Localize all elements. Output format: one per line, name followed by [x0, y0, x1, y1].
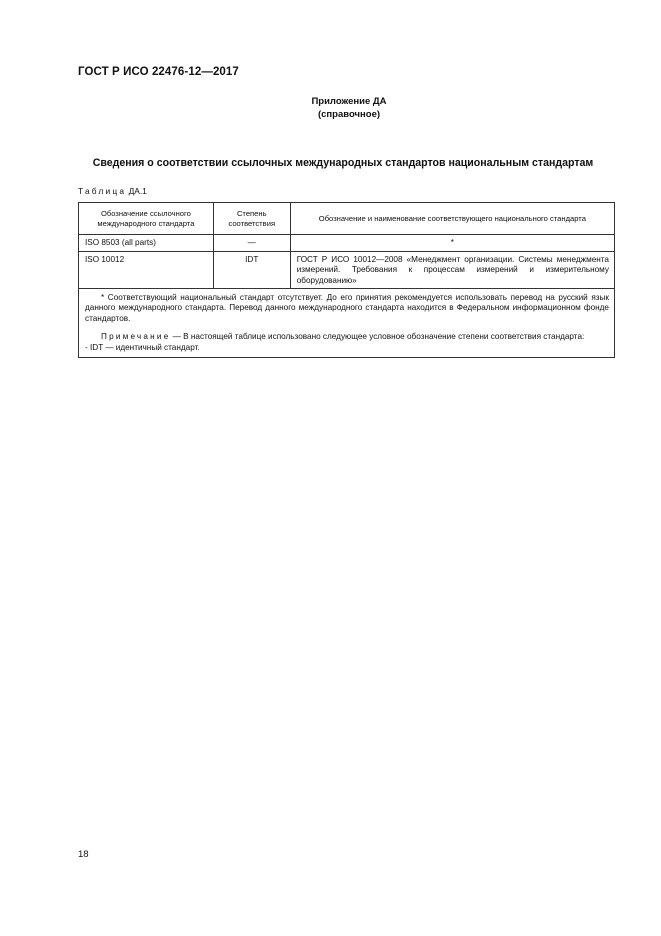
document-header: ГОСТ Р ИСО 22476-12—2017 — [78, 66, 239, 78]
header-cell — [79, 203, 214, 235]
header-cell — [213, 203, 290, 235]
table-footer-row — [79, 289, 615, 358]
correspondence-table — [78, 202, 615, 358]
table-header-row — [79, 203, 615, 235]
note-prefix: Примечание — [101, 332, 171, 342]
table-caption-prefix: Таблица — [78, 186, 127, 196]
degree-cell: — — [213, 235, 290, 252]
table-footer — [79, 289, 615, 358]
degree-cell: IDT — [213, 251, 290, 289]
appendix-subtitle: (справочное) — [317, 109, 381, 120]
header-degree: Степень соответствия — [228, 209, 276, 228]
ref-cell: ISO 8503 (all parts) — [79, 235, 214, 252]
ref-cell: ISO 10012 — [79, 251, 214, 289]
header-cell — [290, 203, 614, 235]
table-note — [85, 332, 609, 342]
footnote-text: * Соответствующий национальный стандарт отсутствует. До его принятия рекомендуется использовать перевод на русский язык данного международного стандарта. Перевод данного международного стандарта находится в Федеральном информационном фонде стандартов. — [85, 293, 609, 323]
page-number: 18 — [78, 849, 89, 860]
note-text: — В настоящей таблице использовано следующее условное обозначение степени соответствия стандарта: — [172, 332, 585, 342]
table-row — [79, 235, 615, 252]
table-caption-number: ДА.1 — [128, 186, 147, 196]
note-item: - IDT — идентичный стандарт. — [85, 342, 200, 352]
national-cell: * — [290, 235, 614, 252]
header-ref: Обозначение ссылочного международного стандарта — [97, 209, 195, 228]
appendix-title: Приложение ДА — [311, 96, 387, 107]
section-title: Сведения о соответствии ссылочных международных стандартов национальным стандартам — [92, 157, 594, 169]
table-row — [79, 251, 615, 289]
appendix-heading — [0, 95, 661, 121]
header-national: Обозначение и наименование соответствующего национального стандарта — [318, 214, 586, 223]
national-cell: ГОСТ Р ИСО 10012—2008 «Менеджмент организации. Системы менеджмента измерений. Требования к процессам измерений и измерительному оборудованию» — [290, 251, 614, 289]
footnote — [85, 293, 609, 324]
table-caption — [78, 186, 147, 196]
